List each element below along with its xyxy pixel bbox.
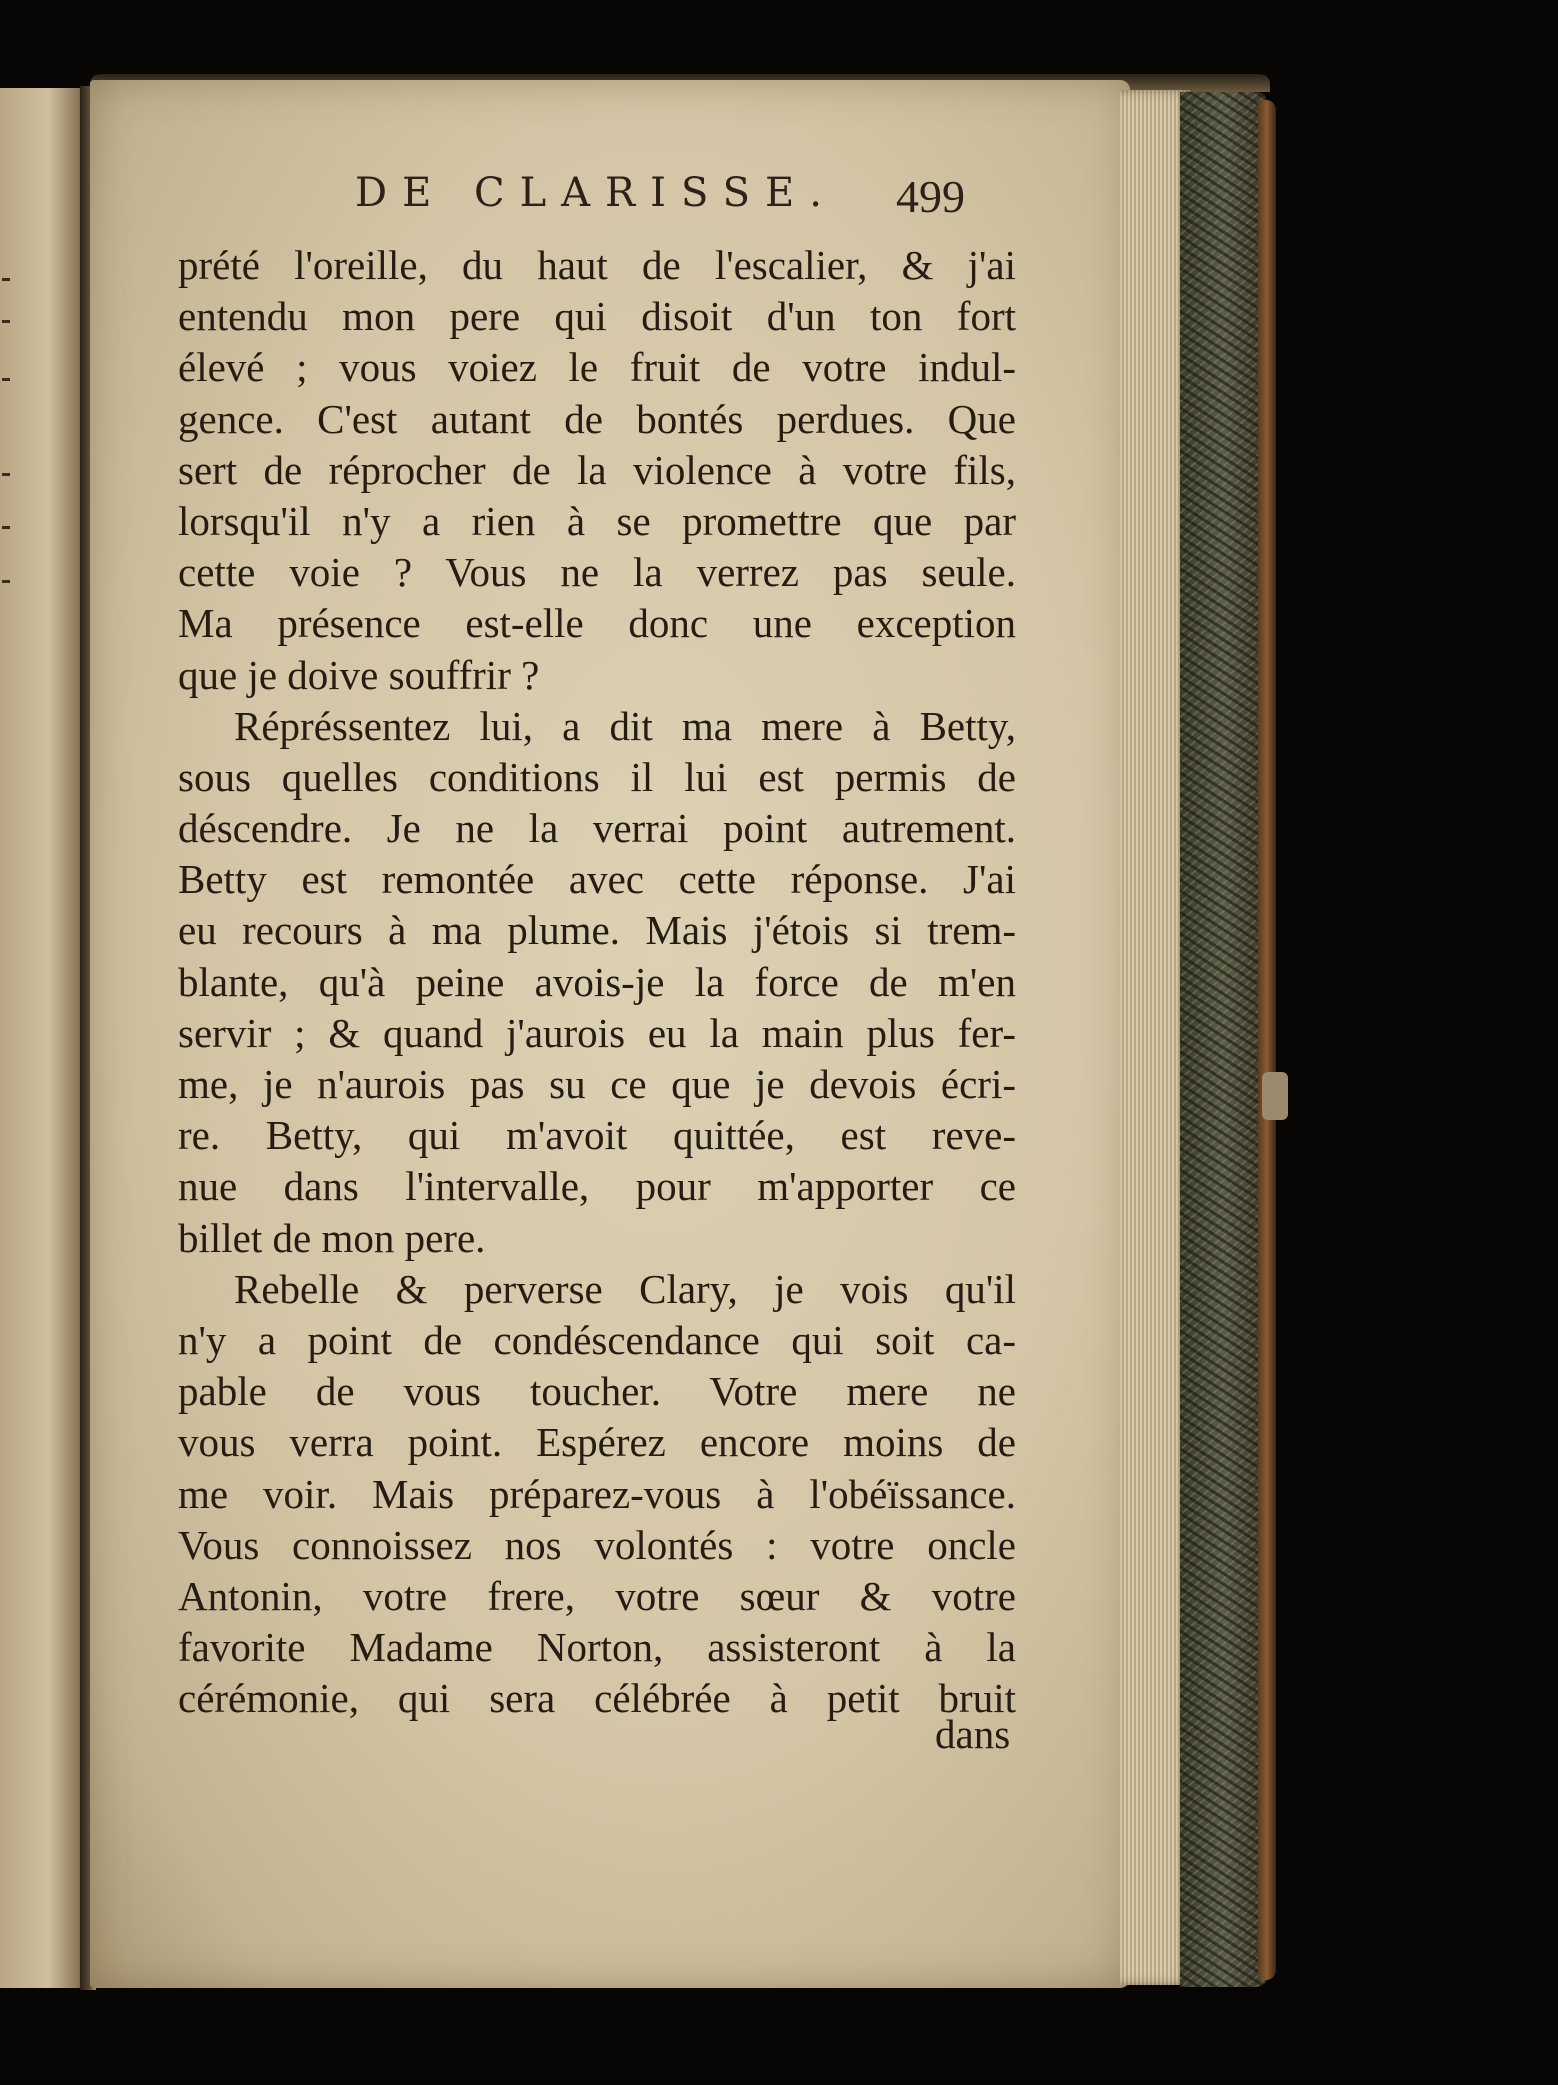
text-line: Ma présence est-elle donc une exception bbox=[178, 600, 1016, 647]
text-line: gence. C'est autant de bontés perdues. Que bbox=[178, 395, 1016, 442]
body-text bbox=[178, 240, 1016, 1724]
text-line: eu recours à ma plume. Mais j'étois si trem- bbox=[178, 907, 1016, 954]
text-line: me voir. Mais préparez-vous à l'obéïssance. bbox=[178, 1470, 1016, 1517]
left-page-edge bbox=[0, 88, 88, 1988]
text-line: Antonin, votre frere, votre sœur & votre bbox=[178, 1572, 1016, 1619]
text-line: sous quelles conditions il lui est permis de bbox=[178, 753, 1016, 800]
text-line: déscendre. Je ne la verrai point autrement. bbox=[178, 805, 1016, 852]
text-line: Vous connoissez nos volontés : votre oncle bbox=[178, 1521, 1016, 1568]
margin-mark bbox=[2, 378, 10, 381]
text-line: Betty est remontée avec cette réponse. J'ai bbox=[178, 856, 1016, 903]
text-line: lorsqu'il n'y a rien à se promettre que par bbox=[178, 497, 1016, 544]
text-line: Rebelle & perverse Clary, je vois qu'il bbox=[234, 1265, 1016, 1312]
page-number: 499 bbox=[896, 171, 965, 222]
text-line: blante, qu'à peine avois-je la force de m'en bbox=[178, 958, 1016, 1005]
text-line: cérémonie, qui sera célébrée à petit bruit bbox=[178, 1675, 1016, 1722]
text-line: vous verra point. Espérez encore moins de bbox=[178, 1419, 1016, 1466]
running-title: DE CLARISSE. bbox=[355, 170, 837, 216]
margin-mark bbox=[2, 278, 10, 281]
text-line: Répréssentez lui, a dit ma mere à Betty, bbox=[234, 702, 1016, 749]
catchword: dans bbox=[935, 1711, 1011, 1757]
text-line: pable de vous toucher. Votre mere ne bbox=[178, 1368, 1016, 1415]
text-line: billet de mon pere. bbox=[178, 1214, 486, 1261]
margin-mark bbox=[2, 580, 10, 583]
text-line: n'y a point de condéscendance qui soit ca- bbox=[178, 1316, 1016, 1363]
text-line: me, je n'aurois pas su ce que je devois écri- bbox=[178, 1061, 1016, 1107]
text-line: élevé ; vous voiez le fruit de votre indul- bbox=[178, 344, 1016, 391]
margin-mark bbox=[2, 320, 10, 323]
text-line: servir ; & quand j'aurois eu la main plus fer- bbox=[178, 1009, 1016, 1056]
cover-clasp bbox=[1262, 1072, 1288, 1120]
text-line: cette voie ? Vous ne la verrez pas seule. bbox=[178, 549, 1016, 596]
text-line: prété l'oreille, du haut de l'escalier, & j'ai bbox=[178, 242, 1016, 288]
text-line: sert de réprocher de la violence à votre fils, bbox=[178, 446, 1016, 493]
leather-cover-edge bbox=[1258, 100, 1276, 1980]
text-line: re. Betty, qui m'avoit quittée, est reve- bbox=[178, 1112, 1016, 1159]
marbled-cover bbox=[1180, 92, 1268, 1987]
text-line: que je doive souffrir ? bbox=[178, 651, 540, 698]
text-line: favorite Madame Norton, assisteront à la bbox=[178, 1624, 1016, 1671]
margin-mark bbox=[2, 473, 10, 476]
margin-mark bbox=[2, 526, 10, 529]
text-line: nue dans l'intervalle, pour m'apporter ce bbox=[178, 1163, 1016, 1210]
text-line: entendu mon pere qui disoit d'un ton fort bbox=[178, 293, 1016, 340]
